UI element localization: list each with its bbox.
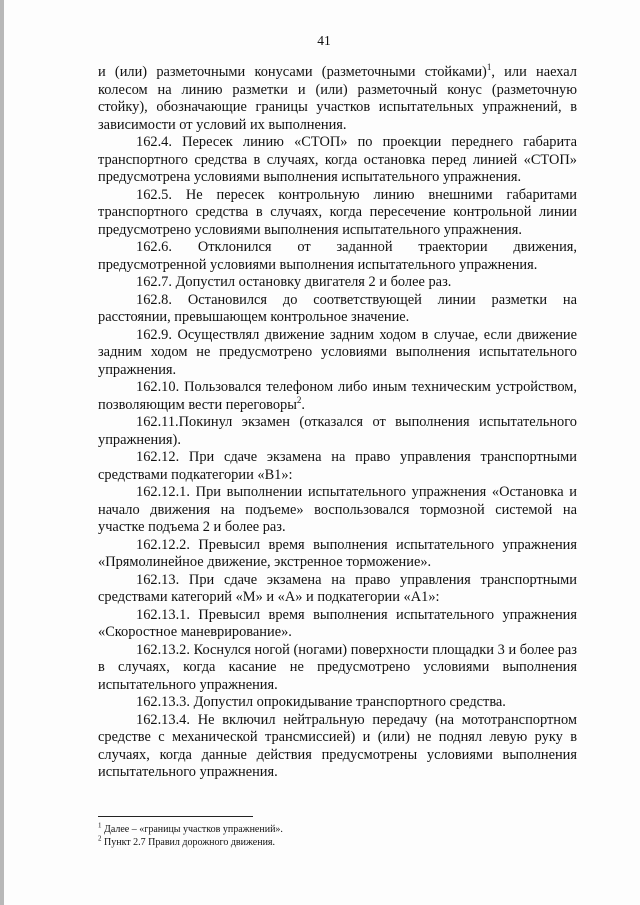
paragraph-162-8: 162.8. Остановился до соответствующей линии разметки на расстоянии, превышающем контрольное значение. [98, 291, 577, 325]
footnote-1 [98, 821, 577, 837]
paragraph-162-7: 162.7. Допустил остановку двигателя 2 и более раз. [136, 274, 452, 290]
paragraph-162-9: 162.9. Осуществлял движение задним ходом в случае, если движение задним ходом не предусмотрено условиями выполнения испытательного упражнения. [98, 326, 577, 378]
paragraph-text-rest: . [301, 396, 306, 413]
footnote-mark: 1 [98, 821, 102, 830]
footnote-2 [98, 834, 577, 850]
paragraph-162-6: 162.6. Отклонился от заданной траектории движения, предусмотренной условиями выполнения испытательного упражнения. [98, 239, 577, 273]
footnote-text: Пункт 2.7 Правил дорожного движения. [101, 836, 276, 848]
paragraph-text-rest: , или наехал колесом на линию разметки и (или) разметочный конус (разметочную стойку), обозначающие границы участков испытательных упражнений, в зависимости от условий их выполнения. [98, 64, 577, 133]
paragraph-162-13: 162.13. При сдаче экзамена на право управления транспортными средствами категорий «M» и «A» и подкатегории «A1»: [98, 571, 577, 605]
page-number: 41 [317, 33, 331, 48]
paragraph-162-5: 162.5. Не пересек контрольную линию внешними габаритами транспортного средства в случаях, когда пересечение контрольной линии предусмотрено условиями выполнения испытательного упражнения. [98, 186, 577, 238]
paragraph-162-13-3: 162.13.3. Допустил опрокидывание транспортного средства. [136, 694, 506, 710]
paragraph-continuation [98, 64, 577, 134]
footnote-divider [98, 816, 253, 817]
paragraph-162-13-4: 162.13.4. Не включил нейтральную передачу (на мототранспортном средстве с механической трансмиссией) и (или) не поднял левую руку в случаях, когда данные действия предусмотрены условиями выполнения испытательного упражнения. [98, 711, 577, 780]
paragraph-162-4: 162.4. Пересек линию «СТОП» по проекции переднего габарита транспортного средства в случаях, когда остановка перед линией «СТОП» предусмотрена условиями выполнения испытательного упражнения. [98, 134, 577, 185]
paragraph-162-12: 162.12. При сдаче экзамена на право управления транспортными средствами подкатегории «B1»: [98, 449, 577, 483]
paragraph-text: 162.10. Пользовался телефоном либо иным техническим устройством, позволяющим вести переговоры [98, 379, 577, 413]
paragraph-162-13-2: 162.13.2. Коснулся ногой (ногами) поверхности площадки 3 и более раз в случаях, когда касание не предусмотрено условиями выполнения испытательного упражнения. [98, 641, 577, 693]
footnote-mark: 2 [98, 834, 102, 843]
paragraph-text: и (или) разметочными конусами (разметочными стойками) [98, 64, 487, 80]
paragraph-162-12-2: 162.12.2. Превысил время выполнения испытательного упражнения «Прямолинейное движение, экстренное торможение». [98, 536, 577, 570]
paragraph-162-10 [98, 379, 577, 414]
paragraph-162-12-1: 162.12.1. При выполнении испытательного упражнения «Остановка и начало движения на подъеме» воспользовался тормозной системой на участке подъема 2 и более раз. [98, 484, 577, 535]
footnote-ref-2[interactable]: 2 [296, 394, 302, 405]
paragraph-162-11: 162.11.Покинул экзамен (отказался от выполнения испытательного упражнения). [98, 414, 577, 448]
footnotes [98, 821, 577, 849]
paragraph-162-13-1: 162.13.1. Превысил время выполнения испытательного упражнения «Скоростное маневрирование». [98, 606, 577, 640]
footnote-text: Далее – «границы участков упражнений». [101, 824, 283, 835]
body-text [98, 64, 577, 782]
footnote-ref-1[interactable]: 1 [486, 62, 492, 73]
